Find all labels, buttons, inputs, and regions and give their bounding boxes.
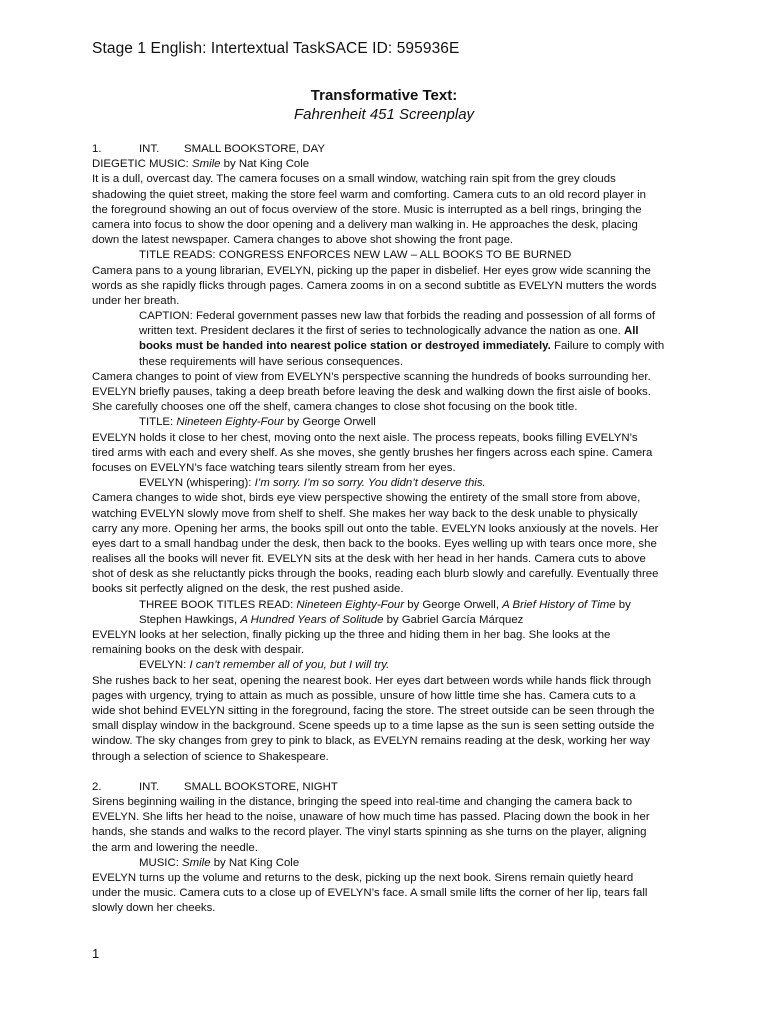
document-title: Transformative Text: — [310, 87, 458, 104]
diegetic-music-line: DIEGETIC MUSIC: Smile by Nat King Cole — [92, 158, 310, 171]
action-paragraph: Camera pans to a young librarian, EVELYN, picking up the paper in disbelief. Her eyes grow wide scanning the words as she rapidly flicks through pages. Camera zooms in on a second subtitle as EVELYN mutters the words under her breath. — [92, 264, 657, 307]
scene-location: SMALL BOOKSTORE, NIGHT — [184, 780, 338, 793]
caption-block: CAPTION: Federal government passes new law that forbids the reading and possession of all forms of written text. President declares it the first of series to technologically advance the nation as one. All books must be handed into nearest police station or destroyed immediately. Failure to comply with these requirements will have serious consequences. — [139, 310, 665, 368]
action-paragraph: It is a dull, overcast day. The camera focuses on a small window, watching rain spit from the grey clouds shadowing the quiet street, making the store feel warm and comforting. Camera cuts to an old record player in the foreground showing an out of focus overview of the store. Music is interrupted as a bell rings, bringing the camera into focus to show the door opening and a delivery man walking in. He approaches the desk, placing down the latest newspaper. Camera changes to above shot showing the front page. — [92, 173, 646, 247]
scene-int: INT. — [139, 143, 160, 155]
music-line: MUSIC: Smile by Nat King Cole — [139, 856, 300, 869]
screenplay-body — [92, 142, 676, 917]
scene-location: SMALL BOOKSTORE, DAY — [184, 143, 325, 155]
scene-int: INT. — [139, 780, 160, 793]
book-title-line: TITLE: Nineteen Eighty-Four by George Orwell — [139, 416, 376, 429]
page-header: Stage 1 English: Intertextual TaskSACE ID: 595936E — [92, 40, 460, 57]
title-reads-line: TITLE READS: CONGRESS ENFORCES NEW LAW – ALL BOOKS TO BE BURNED — [139, 249, 572, 262]
song-title: Smile — [192, 158, 221, 171]
document-subtitle: Fahrenheit 451 Screenplay — [293, 106, 475, 123]
action-paragraph: Camera changes to point of view from EVELYN’s perspective scanning the hundreds of books surrounding her. EVELYN briefly pauses, taking a deep breath before leaving the desk and walking down the first aisle of books. She carefully chooses one off the shelf, camera changes to close shot focusing on the book title. — [92, 370, 651, 414]
three-book-titles: THREE BOOK TITLES READ: Nineteen Eighty-Four by George Orwell, A Brief History of Time by Stephen Hawkings, A Hundred Years of Solitude by Gabriel García Márquez — [139, 598, 631, 626]
action-paragraph: Camera changes to wide shot, birds eye view perspective showing the entirety of the small store from above, watching EVELYN slowly move from shelf to shelf. She makes her way back to the desk unable to physically carry any more. Opening her arms, the books spill out onto the table. EVELYN looks anxiously at the novels. Her eyes dart to a small handbag under the desk, then back to the books. Eyes welling up with tears once more, she realises all the books will never fit. EVELYN sits at the desk with her head in her hands. Camera cuts to above shot of desk as she reluctantly picks through the books, reading each blurb slowly and carefully. Eventually three books sit perfectly aligned on the desk, the rest pushed aside. — [92, 492, 659, 596]
dialogue-line: EVELYN: I can’t remember all of you, but I will try. — [139, 659, 390, 672]
scene-heading — [92, 142, 676, 157]
action-paragraph: EVELYN looks at her selection, finally picking up the three and hiding them in her bag. She looks at the remaining books on the desk with despair. — [92, 629, 611, 657]
action-paragraph: EVELYN turns up the volume and returns to the desk, picking up the next book. Sirens remain quietly heard under the music. Camera cuts to a close up of EVELYN’s face. A small smile lifts the corner of her lip, tears fall slowly down her cheeks. — [92, 872, 648, 915]
scene-number: 2. — [92, 780, 102, 793]
title-block — [0, 87, 768, 123]
page-number: 1 — [92, 946, 100, 961]
action-paragraph: She rushes back to her seat, opening the nearest book. Her eyes dart between words while hands flick through pages with urgency, trying to attain as much as possible, unsure of how little time she has. Camera cuts to a wide shot behind EVELYN sitting in the foreground, facing the store. The street outside can be seen through the small display window in the background. Scene speeds up to a time lapse as the sun is seen setting outside the window. The sky changes from grey to pink to black, as EVELYN remains reading at the desk, working her way through a selection of science to Shakespeare. — [92, 674, 655, 763]
action-paragraph: EVELYN holds it close to her chest, moving onto the next aisle. The process repeats, books filling EVELYN’s tired arms with each and every shelf. As she moves, she gently brushes her fingers across each spine. Camera focuses on EVELYN’s face watching tears silently stream from her eyes. — [92, 431, 653, 474]
scene-number: 1. — [92, 143, 102, 155]
scene-heading — [92, 780, 676, 795]
dialogue-line: EVELYN (whispering): I’m sorry. I’m so sorry. You didn’t deserve this. — [139, 477, 486, 490]
song-title: Smile — [182, 856, 211, 869]
action-paragraph: Sirens beginning wailing in the distance, bringing the speed into real-time and changing the camera back to EVELYN. She lifts her head to the noise, unaware of how much time has passed. Placing down the book in her hands, she stands and walks to the record player. The vinyl starts spinning as she turns on the player, aligning the arm and lowering the needle. — [92, 796, 650, 854]
